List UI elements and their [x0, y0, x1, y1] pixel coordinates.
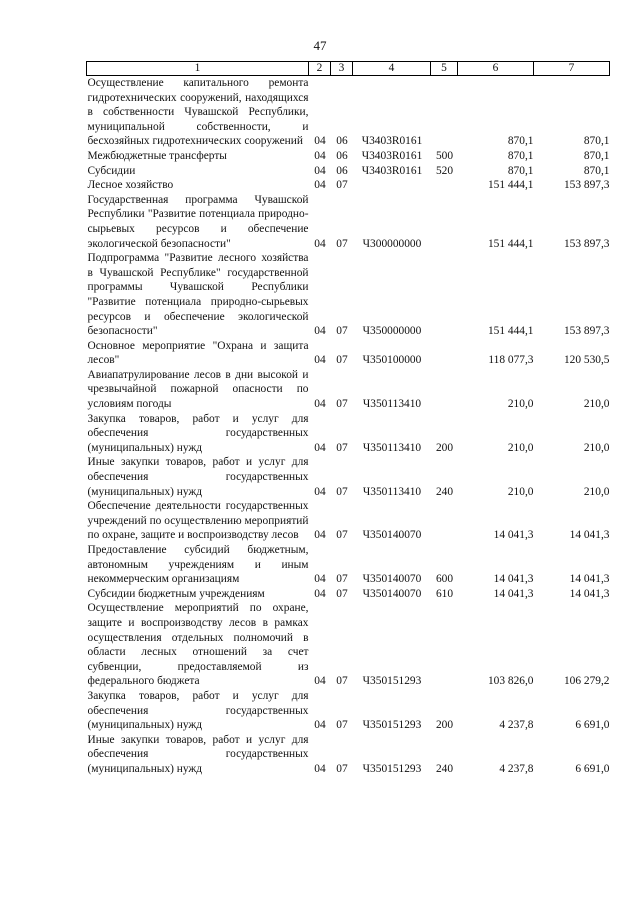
row-expense-type — [431, 339, 458, 368]
row-target-article: Ч3403R0161 — [361, 164, 423, 177]
table-row — [87, 733, 610, 777]
table-row — [87, 76, 610, 149]
row-name: Межбюджетные трансферты — [87, 149, 227, 162]
row-name: Закупка товаров, работ и услуг для обеспечения государственных (муниципальных) нужд — [87, 689, 309, 732]
row-name: Закупка товаров, работ и услуг для обеспечения государственных (муниципальных) нужд — [87, 412, 309, 454]
row-name: Лесное хозяйство — [87, 179, 174, 192]
row-expense-type: 200 — [435, 719, 454, 732]
row-subsection-code: 06 — [336, 164, 348, 177]
row-amount-1: 14 041,3 — [493, 573, 534, 586]
column-header: 1 — [87, 62, 309, 76]
row-amount-2: 153 897,3 — [563, 237, 610, 250]
row-target-article: Ч350100000 — [362, 354, 422, 367]
row-amount-2: 870,1 — [583, 135, 610, 148]
row-subsection-code: 07 — [336, 179, 348, 192]
row-expense-type: 600 — [435, 573, 454, 586]
row-name: Основное мероприятие "Охрана и защита лесов" — [87, 339, 309, 367]
row-expense-type: 610 — [435, 587, 454, 600]
row-section-code: 04 — [314, 135, 326, 148]
row-amount-1: 4 237,8 — [499, 719, 534, 732]
row-target-article — [353, 178, 431, 193]
table-row — [87, 587, 610, 602]
row-name: Подпрограмма "Развитие лесного хозяйства в Чувашской Республике" государственной программы Чувашской Республики "Развитие потенциала природно-сырьевых ресурсов и обеспечение экологической безопасности" — [87, 252, 309, 338]
row-amount-1: 870,1 — [507, 135, 534, 148]
row-expense-type — [431, 368, 458, 412]
row-subsection-code: 07 — [336, 762, 348, 775]
row-expense-type — [431, 76, 458, 149]
row-expense-type: 520 — [435, 164, 454, 177]
row-amount-2: 210,0 — [583, 398, 610, 411]
row-target-article: Ч350113410 — [362, 441, 422, 454]
table-row — [87, 251, 610, 339]
table-row — [87, 193, 610, 251]
row-section-code: 04 — [314, 485, 326, 498]
row-section-code: 04 — [314, 354, 326, 367]
table-row — [87, 689, 610, 733]
row-target-article: Ч350151293 — [362, 675, 422, 688]
row-name: Субсидии — [87, 164, 136, 177]
row-expense-type — [431, 499, 458, 543]
row-name: Обеспечение деятельности государственных учреждений по осуществлению мероприятий по охране, защите и воспроизводству лесов — [87, 500, 309, 542]
column-header: 7 — [534, 62, 610, 76]
row-amount-2: 6 691,0 — [575, 719, 610, 732]
row-name: Предоставление субсидий бюджетным, автономным учреждениям и иным некоммерческим организациям — [87, 544, 309, 586]
row-amount-1: 210,0 — [507, 485, 534, 498]
row-section-code: 04 — [314, 398, 326, 411]
column-header: 2 — [309, 62, 331, 76]
row-amount-2: 870,1 — [583, 164, 610, 177]
row-expense-type: 240 — [435, 762, 454, 775]
row-subsection-code: 06 — [336, 149, 348, 162]
row-name: Иные закупки товаров, работ и услуг для обеспечения государственных (муниципальных) нужд — [87, 733, 309, 775]
row-subsection-code: 07 — [336, 398, 348, 411]
row-target-article: Ч300000000 — [362, 237, 422, 250]
row-target-article: Ч350000000 — [362, 325, 422, 338]
column-header: 3 — [331, 62, 353, 76]
row-subsection-code: 07 — [336, 573, 348, 586]
table-row — [87, 178, 610, 193]
table-row — [87, 368, 610, 412]
row-subsection-code: 07 — [336, 354, 348, 367]
row-name: Осуществление мероприятий по охране, защите и воспроизводству лесов в рамках осуществления отдельных полномочий в области лесных отношений за счет субвенции, предоставляемой из федерального бюджета — [87, 602, 309, 688]
row-section-code: 04 — [314, 719, 326, 732]
budget-table — [86, 61, 610, 777]
row-amount-1: 14 041,3 — [493, 529, 534, 542]
row-subsection-code: 07 — [336, 485, 348, 498]
table-header-row — [87, 62, 610, 76]
column-header: 5 — [431, 62, 458, 76]
row-section-code: 04 — [314, 325, 326, 338]
row-subsection-code: 07 — [336, 325, 348, 338]
row-target-article: Ч350140070 — [362, 587, 422, 600]
row-amount-2: 210,0 — [583, 485, 610, 498]
row-name: Осуществление капитального ремонта гидротехнических сооружений, находящихся в собственности Чувашской Республики, муниципальной собственности, и бесхозяйных гидротехнических сооружений — [87, 77, 309, 148]
row-expense-type: 500 — [435, 149, 454, 162]
row-section-code: 04 — [314, 164, 326, 177]
row-target-article: Ч350140070 — [362, 529, 422, 542]
row-expense-type — [431, 193, 458, 251]
row-amount-2: 120 530,5 — [563, 354, 610, 367]
row-section-code: 04 — [314, 179, 326, 192]
row-expense-type: 240 — [435, 485, 454, 498]
row-section-code: 04 — [314, 573, 326, 586]
row-section-code: 04 — [314, 237, 326, 250]
row-target-article: Ч3403R0161 — [361, 135, 423, 148]
table-row — [87, 601, 610, 689]
row-subsection-code: 07 — [336, 237, 348, 250]
column-header: 6 — [458, 62, 534, 76]
row-amount-1: 4 237,8 — [499, 762, 534, 775]
row-amount-2: 14 041,3 — [569, 529, 610, 542]
row-amount-1: 870,1 — [507, 164, 534, 177]
row-amount-2: 6 691,0 — [575, 762, 610, 775]
row-name: Авиапатрулирование лесов в дни высокой и чрезвычайной пожарной опасности по условиям погоды — [87, 368, 309, 411]
row-section-code: 04 — [314, 675, 326, 688]
table-row — [87, 455, 610, 499]
row-section-code: 04 — [314, 587, 326, 600]
row-amount-2: 106 279,2 — [563, 675, 610, 688]
row-expense-type: 200 — [435, 441, 454, 454]
row-target-article: Ч350151293 — [362, 719, 422, 732]
table-row — [87, 543, 610, 587]
row-subsection-code: 07 — [336, 675, 348, 688]
page-number: 47 — [313, 38, 327, 53]
row-amount-1: 210,0 — [507, 398, 534, 411]
row-amount-1: 210,0 — [507, 441, 534, 454]
row-subsection-code: 07 — [336, 587, 348, 600]
row-target-article: Ч350151293 — [362, 762, 422, 775]
row-amount-1: 151 444,1 — [487, 237, 534, 250]
row-section-code: 04 — [314, 441, 326, 454]
row-expense-type — [431, 178, 458, 193]
row-amount-1: 870,1 — [507, 149, 534, 162]
row-section-code: 04 — [314, 762, 326, 775]
row-amount-1: 118 077,3 — [488, 354, 534, 367]
row-amount-1: 151 444,1 — [487, 325, 534, 338]
row-amount-2: 14 041,3 — [569, 573, 610, 586]
row-amount-2: 870,1 — [583, 149, 610, 162]
table-row — [87, 149, 610, 164]
row-section-code: 04 — [314, 149, 326, 162]
row-subsection-code: 07 — [336, 441, 348, 454]
row-section-code: 04 — [314, 529, 326, 542]
row-target-article: Ч350140070 — [362, 573, 422, 586]
row-subsection-code: 07 — [336, 529, 348, 542]
row-expense-type — [431, 251, 458, 339]
table-body — [87, 76, 610, 777]
row-name: Субсидии бюджетным учреждениям — [87, 587, 265, 600]
row-name: Иные закупки товаров, работ и услуг для обеспечения государственных (муниципальных) нужд — [87, 456, 309, 498]
row-target-article: Ч350113410 — [362, 398, 422, 411]
table-row — [87, 499, 610, 543]
row-subsection-code: 07 — [336, 719, 348, 732]
row-amount-1: 103 826,0 — [487, 675, 534, 688]
row-subsection-code: 06 — [336, 135, 348, 148]
table-row — [87, 339, 610, 368]
row-amount-2: 153 897,3 — [563, 179, 610, 192]
row-amount-2: 153 897,3 — [563, 325, 610, 338]
row-amount-1: 151 444,1 — [487, 179, 534, 192]
row-target-article: Ч350113410 — [362, 485, 422, 498]
row-expense-type — [431, 601, 458, 689]
row-amount-2: 14 041,3 — [569, 587, 610, 600]
row-amount-2: 210,0 — [583, 441, 610, 454]
table-row — [87, 164, 610, 179]
row-amount-1: 14 041,3 — [493, 587, 534, 600]
row-name: Государственная программа Чувашской Республики "Развитие потенциала природно-сырьевых ресурсов и обеспечение экологической безопасности" — [87, 193, 309, 250]
row-target-article: Ч3403R0161 — [361, 149, 423, 162]
table-row — [87, 412, 610, 456]
column-header: 4 — [353, 62, 431, 76]
